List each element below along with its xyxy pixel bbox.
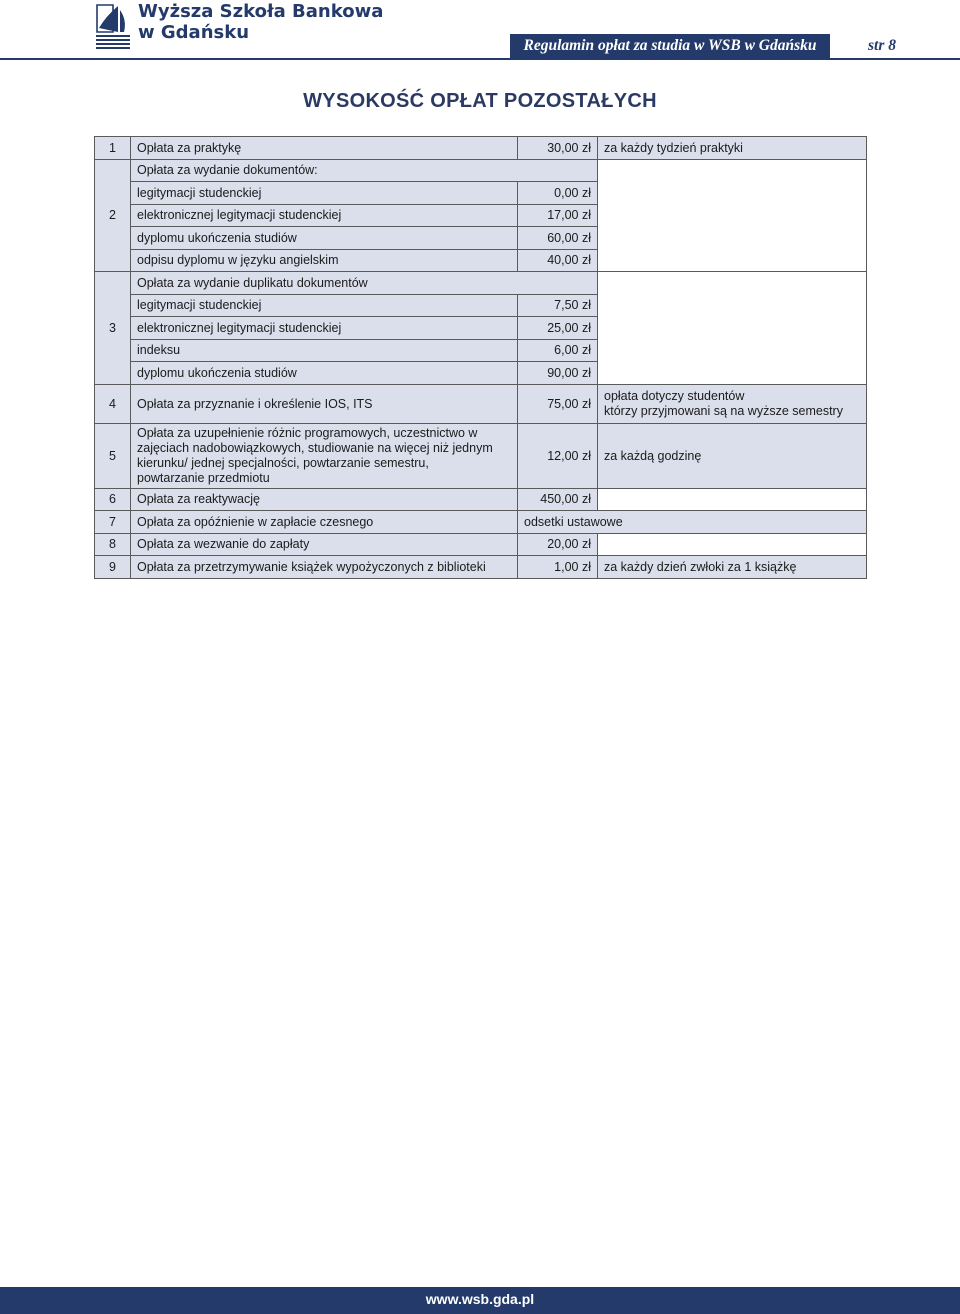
- fee-item-label: dyplomu ukończenia studiów: [131, 362, 518, 385]
- table-row: [95, 272, 867, 295]
- fee-amount: 450,00 zł: [518, 488, 598, 511]
- row-number: 7: [95, 511, 131, 534]
- fee-amount: 75,00 zł: [518, 384, 598, 423]
- wsb-logo-icon: [94, 2, 132, 52]
- fees-table: [94, 136, 867, 579]
- fee-amount: 20,00 zł: [518, 533, 598, 556]
- page-title: WYSOKOŚĆ OPŁAT POZOSTAŁYCH: [303, 90, 657, 112]
- logo-wordmark-line2: w Gdańsku: [138, 22, 250, 43]
- document-title: Regulamin opłat za studia w WSB w Gdańsku: [510, 34, 830, 58]
- fee-amount: 90,00 zł: [518, 362, 598, 385]
- fee-amount: 60,00 zł: [518, 227, 598, 250]
- fee-amount: 30,00 zł: [518, 137, 598, 160]
- fee-amount: 6,00 zł: [518, 339, 598, 362]
- fee-item-label: odpisu dyplomu w języku angielskim: [131, 249, 518, 272]
- row-number: 9: [95, 556, 131, 579]
- table-row: [95, 533, 867, 556]
- fee-note: [598, 384, 867, 423]
- fee-note-line: którzy przyjmowani są na wyższe semestry: [604, 403, 843, 418]
- row-number: 5: [95, 423, 131, 488]
- row-number: 1: [95, 137, 131, 160]
- fee-note: za każdy tydzień praktyki: [598, 137, 867, 160]
- row-number: 8: [95, 533, 131, 556]
- page-footer: [0, 1287, 960, 1314]
- row-number: 4: [95, 384, 131, 423]
- fee-item-label: legitymacji studenckiej: [131, 294, 518, 317]
- fee-amount: 40,00 zł: [518, 249, 598, 272]
- fee-item-label: legitymacji studenckiej: [131, 182, 518, 205]
- fee-amount: 7,50 zł: [518, 294, 598, 317]
- table-row: [95, 159, 867, 182]
- fee-amount: 25,00 zł: [518, 317, 598, 340]
- logo-wordmark-line1: Wyższa Szkoła Bankowa: [138, 1, 384, 22]
- fee-note: [598, 533, 867, 556]
- table-row: [95, 137, 867, 160]
- page-header: [0, 0, 960, 62]
- fee-amount: 12,00 zł: [518, 423, 598, 488]
- table-row: [95, 488, 867, 511]
- fee-note-line: opłata dotyczy studentów: [604, 388, 745, 403]
- header-divider: [0, 58, 960, 60]
- fee-note: [598, 159, 867, 272]
- page-number: str 8: [868, 37, 896, 54]
- fee-group-label: Opłata za wydanie dokumentów:: [131, 159, 598, 182]
- table-row: [95, 511, 867, 534]
- footer-url: www.wsb.gda.pl: [425, 1291, 535, 1307]
- fee-note: za każdy dzień zwłoki za 1 książkę: [598, 556, 867, 579]
- fee-amount: 17,00 zł: [518, 204, 598, 227]
- fee-label: Opłata za przyznanie i określenie IOS, ITS: [131, 384, 518, 423]
- fee-label: Opłata za praktykę: [131, 137, 518, 160]
- fee-item-label: elektronicznej legitymacji studenckiej: [131, 317, 518, 340]
- row-number: 2: [95, 159, 131, 272]
- fee-group-label: Opłata za wydanie duplikatu dokumentów: [131, 272, 598, 295]
- fee-label: Opłata za przetrzymywanie książek wypożyczonych z biblioteki: [131, 556, 518, 579]
- fee-item-label: elektronicznej legitymacji studenckiej: [131, 204, 518, 227]
- fee-label: Opłata za reaktywację: [131, 488, 518, 511]
- fee-note: [598, 272, 867, 385]
- fee-label: Opłata za uzupełnienie różnic programowych, uczestnictwo w zajęciach nadobowiązkowych, studiowanie na więcej niż jednym kierunku/ jednej specjalności, powtarzanie semestru, powtarzanie przedmiotu: [131, 423, 518, 488]
- table-row: [95, 556, 867, 579]
- fee-item-label: dyplomu ukończenia studiów: [131, 227, 518, 250]
- table-row: [95, 384, 867, 423]
- fee-note: za każdą godzinę: [598, 423, 867, 488]
- fee-label: Opłata za opóźnienie w zapłacie czesnego: [131, 511, 518, 534]
- row-number: 6: [95, 488, 131, 511]
- fee-amount: 1,00 zł: [518, 556, 598, 579]
- fee-item-label: indeksu: [131, 339, 518, 362]
- fee-label: Opłata za wezwanie do zapłaty: [131, 533, 518, 556]
- fee-amount: 0,00 zł: [518, 182, 598, 205]
- row-number: 3: [95, 272, 131, 385]
- table-row: [95, 423, 867, 488]
- fee-amount: odsetki ustawowe: [518, 511, 867, 534]
- fee-note: [598, 488, 867, 511]
